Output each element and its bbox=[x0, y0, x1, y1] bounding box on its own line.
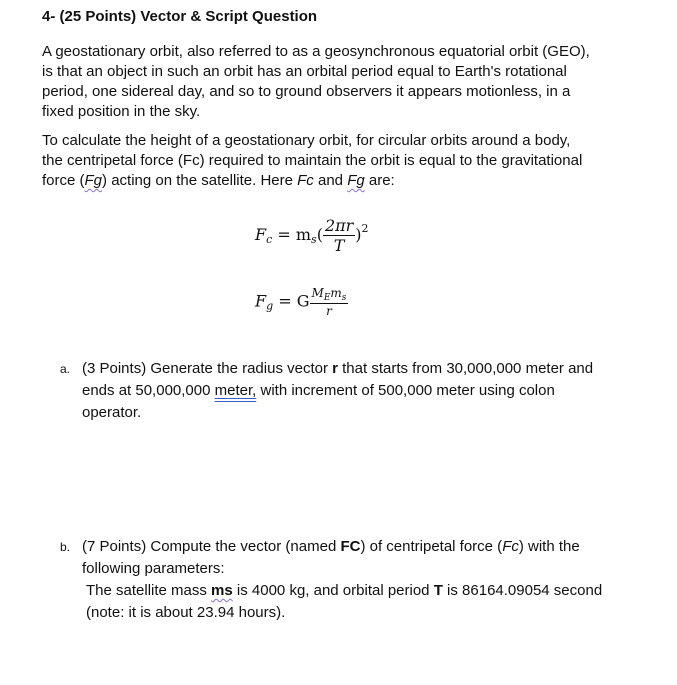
fc-equation bbox=[255, 216, 369, 255]
fg-num-ms: m bbox=[330, 286, 342, 300]
fc-equals: = m bbox=[272, 225, 312, 244]
fg-num-m: M bbox=[311, 286, 324, 300]
intro-paragraph bbox=[42, 42, 607, 122]
fc-numerator: 2πr bbox=[324, 216, 354, 235]
fg-num-sub2: s bbox=[341, 293, 347, 303]
item-b-fc-name: FC bbox=[340, 538, 361, 555]
force-paragraph bbox=[42, 131, 607, 191]
item-b-fc-symbol: Fc bbox=[502, 538, 519, 555]
para1-line-3: period, one sidereal day, and so to ground observers it appears motionless, in a bbox=[42, 83, 571, 100]
para2-line-1: To calculate the height of a geostationary orbit, for circular orbits around a body, bbox=[42, 132, 571, 149]
para2-text-a: force ( bbox=[42, 172, 85, 189]
item-b-line-2: following parameters: bbox=[82, 560, 225, 577]
fg-equation bbox=[255, 286, 348, 318]
item-a-text-1b: that starts from 30,000,000 meter and bbox=[337, 360, 594, 377]
item-b-ms: ms bbox=[211, 582, 233, 599]
para2-text-c: and bbox=[313, 172, 348, 189]
item-b-text-1b: ) of centripetal force ( bbox=[360, 538, 503, 555]
fg-lhs: F bbox=[255, 291, 267, 311]
item-a-line-2 bbox=[82, 380, 602, 402]
item-a-text-1: (3 Points) Generate the radius vector bbox=[82, 360, 333, 377]
fc-denominator: T bbox=[333, 236, 345, 255]
item-b bbox=[82, 536, 602, 624]
fc-lhs-sub: c bbox=[266, 233, 273, 246]
fg-num-sub1: E bbox=[323, 293, 331, 303]
fc-close-paren: ) bbox=[355, 225, 362, 244]
item-a-line-3: operator. bbox=[82, 404, 142, 421]
item-b-text-1a: (7 Points) Compute the vector (named bbox=[82, 538, 341, 555]
fc-mass-sub: s bbox=[311, 233, 317, 246]
para2-text-d: are: bbox=[364, 172, 395, 189]
item-b-line-1 bbox=[82, 536, 602, 558]
item-a-text-2a: ends at 50,000,000 bbox=[82, 382, 215, 399]
item-b-marker: b. bbox=[60, 540, 71, 554]
item-a-meter: meter, bbox=[214, 382, 257, 399]
fc-fraction bbox=[323, 216, 355, 255]
para2-line-3 bbox=[42, 171, 607, 191]
fg-symbol-2: Fg bbox=[347, 172, 365, 189]
item-a-marker: a. bbox=[60, 362, 71, 376]
item-b-text-3c: is 86164.09054 second bbox=[442, 582, 603, 599]
fg-fraction bbox=[310, 286, 349, 318]
question-heading: 4- (25 Points) Vector & Script Question bbox=[42, 8, 318, 25]
fc-lhs: F bbox=[255, 225, 267, 244]
item-b-text-3a: The satellite mass bbox=[86, 582, 212, 599]
item-a-text-2b: with increment of 500,000 meter using colon bbox=[256, 382, 555, 399]
item-b-text-1c: ) with the bbox=[518, 538, 580, 555]
fg-denominator: r bbox=[326, 304, 332, 318]
para2-text-b: ) acting on the satellite. Here bbox=[102, 172, 298, 189]
fc-symbol: Fc bbox=[297, 172, 314, 189]
fg-symbol: Fg bbox=[84, 172, 103, 189]
para2-line-2: the centripetal force (Fc) required to maintain the orbit is equal to the gravitational bbox=[42, 152, 583, 169]
fc-open-paren: ( bbox=[316, 225, 323, 244]
item-a bbox=[82, 358, 602, 424]
fg-numerator bbox=[310, 286, 349, 304]
item-b-line-4: (note: it is about 23.94 hours). bbox=[86, 604, 286, 621]
item-a-r: r bbox=[332, 360, 338, 377]
item-b-line-3 bbox=[82, 580, 602, 602]
item-b-T: T bbox=[433, 582, 443, 599]
item-b-text-3b: is 4000 kg, and orbital period bbox=[232, 582, 434, 599]
fg-equals: = G bbox=[273, 291, 310, 311]
para1-line-1: A geostationary orbit, also referred to as a geosynchronous equatorial orbit (GEO), bbox=[42, 43, 590, 60]
fc-power: 2 bbox=[361, 222, 369, 235]
fg-lhs-sub: g bbox=[266, 299, 274, 313]
para1-line-4: fixed position in the sky. bbox=[42, 103, 201, 120]
para1-line-2: is that an object in such an orbit has an orbital period equal to Earth's rotational bbox=[42, 63, 567, 80]
item-a-line-1 bbox=[82, 358, 602, 380]
